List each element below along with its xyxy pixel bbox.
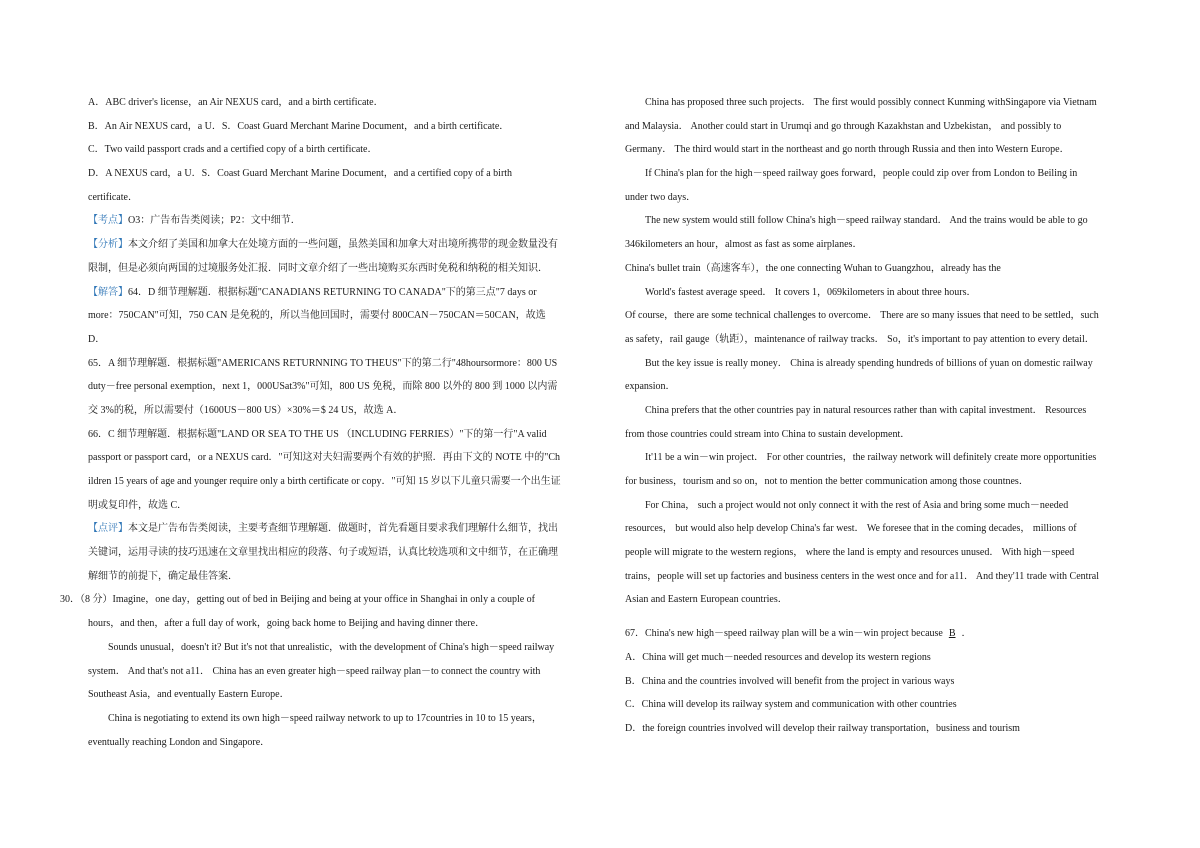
jieda-line-2: more：750CAN"可知，750 CAN 是免税的，所以当他回国时，需要付 800CAN－750CAN＝50CAN，故选 xyxy=(88,310,546,322)
option-b-line: B．An Air NEXUS card，a U．S．Coast Guard Merchant Marine Document，and a birth certificate． xyxy=(88,120,510,132)
passage-line: But the key issue is really money． China is already spending hundreds of billions of yuan on domestic railway xyxy=(645,357,1093,369)
passage-line: China has proposed three such projects． The first would possibly connect Kunming withSingapore via Vietnam xyxy=(645,97,1097,108)
fenxi-text: 本文介绍了美国和加拿大在处境方面的一些问题，虽然美国和加拿大对出境所携带的现金数量没有 xyxy=(128,239,558,251)
question-67-end: ． xyxy=(961,628,972,640)
question-67-answer: B xyxy=(948,628,956,640)
fenxi-continuation: 限制，但是必须向两国的过境服务处汇报．同时文章介绍了一些出境购买东西时免税和纳税的相关知识． xyxy=(88,262,548,274)
passage-line: 346kilometers an hour，almost as fast as some airplanes． xyxy=(625,239,863,251)
passage-line: people will migrate to the western regions， where the land is empty and resources unused． With high－speed xyxy=(625,547,1075,559)
kaodian-tag: 【考点】 xyxy=(88,215,128,227)
jieda-text: 64．D 细节理解题．根据标题"CANADIANS RETURNING TO CANADA"下的第三点"7 days or xyxy=(128,286,537,298)
jieda-line xyxy=(88,281,590,305)
kaodian-line xyxy=(88,209,590,233)
dianping-line-3: 解细节的前提下，确定最佳答案． xyxy=(88,570,238,582)
answer-65-line-3: 交 3%的税，所以需要付（1600US－800 US）×30%＝$ 24 US，故选 A． xyxy=(88,404,404,416)
question-67-stem xyxy=(625,622,1127,646)
dianping-line xyxy=(88,517,590,541)
question-67-option-a: A．China will get much－needed resources and develop its western regions xyxy=(625,651,931,663)
question-67-option-c: C．China will develop its railway system and communication with other countries xyxy=(625,699,957,711)
answer-66-line-2: passport or passport card，or a NEXUS card．"可知这对夫妇需要两个有效的护照．再由下文的 NOTE 中的"Ch xyxy=(88,452,561,464)
passage-line: China prefers that the other countries pay in natural resources rather than with capital investment． Resources xyxy=(645,404,1087,416)
passage-line: under two days． xyxy=(625,191,697,203)
passage-line: system． And that's not a11． China has an even greater high－speed railway plan－to connect the country with xyxy=(88,665,541,677)
question-67-option-b: B．China and the countries involved will benefit from the project in various ways xyxy=(625,675,955,687)
passage-line: Sounds unusual，doesn't it? But it's not that unrealistic，with the development of China's high－speed railway xyxy=(108,641,555,653)
passage-line: as safety，rail gauge（轨距），maintenance of railway tracks． So，it's important to pay attention to every detail． xyxy=(625,333,1095,345)
passage-line: Asian and Eastern European countries． xyxy=(625,594,788,606)
passage-line: Of course，there are some technical challenges to overcome． There are so many issues that need to be settled，such xyxy=(625,310,1099,322)
jieda-line-3: D． xyxy=(88,333,106,345)
answer-66-line-4: 明或复印件，故选 C． xyxy=(88,499,188,511)
passage-line: The new system would still follow China's high－speed railway standard． And the trains would be able to go xyxy=(645,215,1088,227)
passage-line: For China， such a project would not only connect it with the rest of Asia and bring some much－needed xyxy=(645,499,1069,511)
option-d-line: D．A NEXUS card，a U．S．Coast Guard Merchant Marine Document，and a certified copy of a birth xyxy=(88,168,513,180)
passage-line: World's fastest average speed． It covers 1，069kilometers in about three hours． xyxy=(645,286,977,298)
jieda-tag: 【解答】 xyxy=(88,286,128,298)
left-column xyxy=(60,91,590,754)
dianping-line-2: 关键词，运用寻读的技巧迅速在文章里找出相应的段落、句子或短语，认真比较选项和文中细节，在正确理 xyxy=(88,547,558,559)
fenxi-line xyxy=(88,233,590,257)
passage-line: It'11 be a win－win project． For other countries，the railway network will definitely create more opportunities xyxy=(645,452,1097,464)
passage-line: for business，tourism and so on，not to mention the better communication among those countnes． xyxy=(625,476,1029,487)
passage-line: eventually reaching London and Singapore． xyxy=(88,736,271,748)
question-67-option-d: D．the foreign countries involved will develop their railway transportation，business and tourism xyxy=(625,722,1020,734)
question-30-line: 30．（8 分）Imagine，one day，getting out of bed in Beijing and being at your office in Shanghai in only a couple of xyxy=(60,594,535,606)
answer-65-line: 65．A 细节理解题．根据标题"AMERICANS RETURNNING TO THEUS"下的第二行"48hoursormore：800 US xyxy=(88,357,558,369)
passage-line: from those countries could stream into China to sustain development． xyxy=(625,428,911,440)
option-a-line: A．ABC driver's license，an Air NEXUS card，and a birth certificate． xyxy=(88,97,384,108)
passage-line: and Malaysia． Another could start in Urumqi and go through Kazakhstan and Uzbekistan， and possibly to xyxy=(625,120,1062,132)
option-c-line: C．Two vaild passport crads and a certified copy of a birth certificate． xyxy=(88,144,378,156)
right-column xyxy=(625,91,1127,741)
dianping-text: 本文是广告布告类阅读，主要考查细节理解题．做题时，首先看题目要求我们理解什么细节，找出 xyxy=(128,523,558,535)
option-d-continuation: certificate． xyxy=(88,191,138,203)
passage-line: trains，people will set up factories and business centers in the west once and for a11． And they'11 trade with Central xyxy=(625,570,1099,582)
passage-line: Germany． The third would start in the northeast and go north through Russia and then into Western Europe． xyxy=(625,144,1070,156)
passage-line: expansion． xyxy=(625,381,676,393)
passage-line: China's bullet train（高速客车），the one connecting Wuhan to Guangzhou，already has the xyxy=(625,262,1001,274)
dianping-tag: 【点评】 xyxy=(88,523,128,535)
passage-line: China is negotiating to extend its own high－speed railway network to up to 17countries in 10 to 15 years， xyxy=(108,712,542,724)
passage-line: hours，and then，after a full day of work，going back home to Beijing and having dinner there． xyxy=(88,618,486,630)
kaodian-text: O3：广告布告类阅读；P2：文中细节． xyxy=(128,215,301,227)
fenxi-tag: 【分析】 xyxy=(88,239,128,251)
passage-line: resources， but would also help develop China's far west． We foresee that in the coming decades， millions of xyxy=(625,523,1077,535)
passage-line: If China's plan for the high－speed railway goes forward，people could zip over from London to Beiling in xyxy=(645,168,1078,180)
answer-65-line-2: duty－free personal exemption，next 1，000USat3%"可知，800 US 免税，而除 800 以外的 800 到 1000 以内需 xyxy=(88,381,558,393)
question-67-text: 67．China's new high－speed railway plan will be a win－win project because xyxy=(625,628,943,640)
answer-66-line-3: ildren 15 years of age and younger require only a birth certificate or copy．"可知 15 岁以下儿童只需要一个出生证 xyxy=(88,476,561,487)
passage-line: Southeast Asia，and eventually Eastern Europe． xyxy=(88,689,290,701)
answer-66-line: 66．C 细节理解题．根据标题"LAND OR SEA TO THE US （INCLUDING FERRIES）"下的第一行"A valid xyxy=(88,428,547,440)
